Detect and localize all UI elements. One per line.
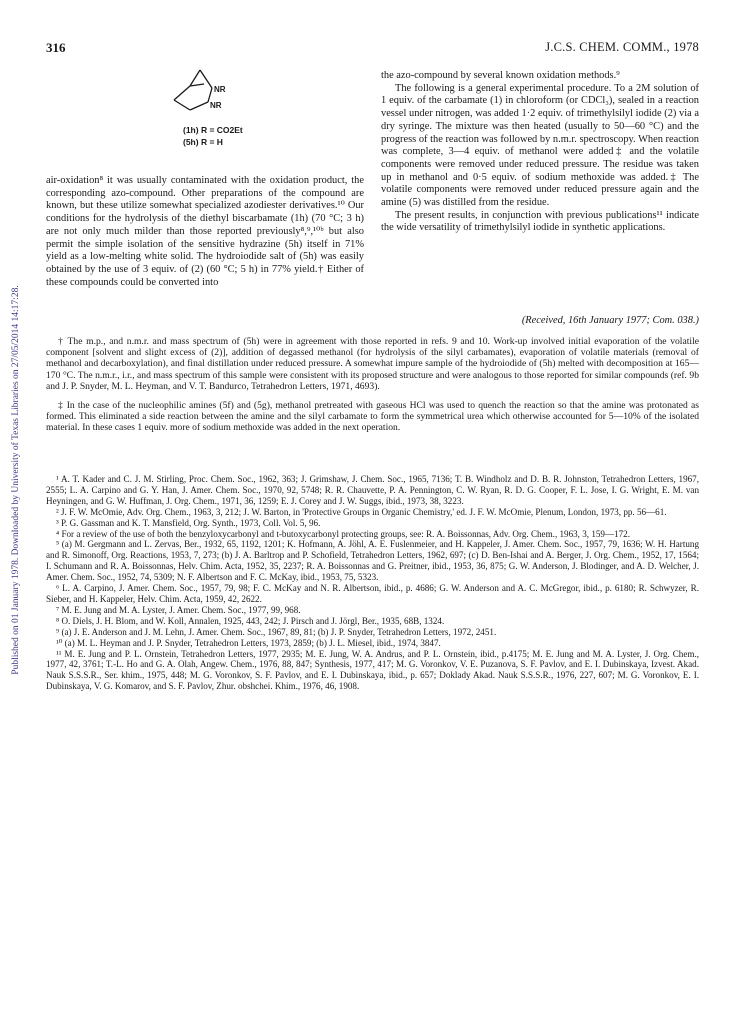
structure-caption-5h: (5h) R = H — [183, 137, 223, 147]
bicyclic-hydrazine-structure — [160, 62, 280, 122]
structure-caption-1h: (1h) R = CO2Et — [183, 125, 243, 135]
reference-10: ¹⁰ (a) M. L. Heyman and J. P. Snyder, Tetrahedron Letters, 1973, 2859; (b) J. L. Miesel, ibid., 1974, 3847. — [56, 637, 441, 648]
right-paragraph-1: the azo-compound by several known oxidation methods.⁹ — [381, 70, 620, 81]
reference-6: ⁶ L. A. Carpino, J. Amer. Chem. Soc., 1957, 79, 98; F. C. McKay and N. R. Albertson, ibid., p. 4686; G. W. Anderson and A. C. McGregor, ibid., p. 6180; R. Schwyzer, R. Sieber, and H. Kappeler, Helv. Chim. Acta, 1959, 42, 2622. — [46, 583, 699, 604]
right-paragraph-2: The following is a general experimental procedure. To a 2M solution of 1 equiv. of the carbamate (1) in chloroform (or CDCl₃), sealed in a reaction vessel under nitrogen, was added 1·2 equiv. of trimethylsilyl iodide (2) via a dry syringe. The mixture was then heated (usually to 50—60 °C) and the progress of the reaction was followed by n.m.r. spectroscopy. When reaction was complete, 3—4 equiv. of methanol were added‡ and the volatile components were removed under reduced pressure. The residue was taken up in methanol and 0·5 equiv. of sodium methoxide was added.‡ The volatile components were removed under reduced pressure again and the amine (5) was distilled from the residue. — [381, 82, 699, 209]
structure-label-nr-top: NR — [214, 85, 226, 94]
reference-8: ⁸ O. Diels, J. H. Blom, and W. Koll, Annalen, 1925, 443, 242; J. Pirsch and J. Jörgl, Ber., 1935, 68B, 1324. — [56, 615, 445, 626]
download-watermark — [9, 200, 23, 760]
left-column — [46, 175, 364, 289]
right-column — [381, 70, 699, 235]
footnotes — [46, 336, 699, 442]
references — [46, 474, 699, 692]
structure-caption — [183, 124, 243, 148]
reference-4: ⁴ For a review of the use of both the benzyloxycarbonyl and t-butoxycarbonyl protecting groups, see: R. A. Boissonnas, Adv. Org. Chem., 1963, 3, 159—172. — [56, 528, 630, 539]
page-number: 316 — [46, 40, 66, 55]
reference-1: ¹ A. T. Kader and C. J. M. Stirling, Proc. Chem. Soc., 1962, 363; J. Grimshaw, J. Chem. Soc., 1965, 7136; T. B. Windholz and D. B. R. Johnston, Tetrahedron Letters, 1967, 2555; L. A. Carpino and G. Y. Han, J. Amer. Chem. Soc., 1970, 92, 5748; R. R. Chauvette, P. A. Pennington, C. W. Ryan, R. D. G. Cooper, F. L. Jose, I. G. Wright, E. M. van Heyningen, and G. W. Huffman, J. Org. Chem., 1971, 36, 1259; E. J. Corey and J. W. Suggs, ibid., 1973, 38, 3223. — [46, 474, 699, 506]
footnote-dagger: † The m.p., and n.m.r. and mass spectrum of (5h) were in agreement with those reported in refs. 9 and 10. Work-up involved initial evaporation of the volatile component [solvent and slight excess of (2)], addition of degassed methanol (for hydrolysis of the silyl carbamates), evaporation of volatile materials (removal of methanol and decarboxylation), and final distillation under reduced pressure. A somewhat impure sample of the hydroiodide of (5h) melted with decomposition at 165—170 °C. The n.m.r., i.r., and mass spectrum of this sample were consistent with its proposed structure and were analogous to those reported for similar compounds (ref. 9b and J. P. Snyder, M. L. Heyman, and V. T. Bandurco, Tetrahedron Letters, 1971, 4693). — [46, 336, 699, 392]
reference-5: ⁵ (a) M. Gergmann and L. Zervas, Ber., 1932, 65, 1192, 1201; K. Hofmann, A. Jöhl, A. E. Fuslenmeier, and H. Kappeler, J. Amer. Chem. Soc., 1957, 79, 1636; W. H. Hartung and R. Simonoff, Org. Reactions, 1953, 7, 273; (b) J. A. Barltrop and P. Schofield, Tetrahedron Letters, 1962, 697; (c) D. Ben-Ishai and A. Berger, J. Org. Chem., 1952, 17, 1564; I. Schumann and R. A. Boissonnas, Helv. Chim. Acta, 1952, 35, 2237; R. A. Boissonnas and G. Preitner, ibid., 1953, 36, 875; G. W. Anderson, J. Blodinger, and A. D. Welcher, J. Amer. Chem. Soc., 1952, 74, 5309; N. F. Albertson and F. C. McKay, ibid., 1953, 75, 5323. — [46, 539, 699, 583]
reference-3: ³ P. G. Gassman and K. T. Mansfield, Org. Synth., 1973, Coll. Vol. 5, 96. — [56, 517, 321, 528]
reference-11: ¹¹ M. E. Jung and P. L. Ornstein, Tetrahedron Letters, 1977, 2935; M. E. Jung, W. A. Andrus, and P. L. Ornstein, ibid., p.4175; M. E. Jung and M. A. Lyster, J. Org. Chem., 1977, 42, 3761; T.-L. Ho and G. A. Olah, Angew. Chem., 1976, 88, 847; Synthesis, 1977, 417; M. G. Voronkov, V. E. Puzanova, S. F. Pavlov, and E. I. Dubinskaya, Izvest. Akad. Nauk S.S.S.R., Ser. khim., 1975, 448; M. G. Voronkov, S. F. Pavlov, and E. I. Dubinskaya, ibid., p. 657; Doklady Akad. Nauk S.S.S.R., 1976, 227, 607; M. G. Voronkov, E. I. Dubinskaya, V. G. Komarov, and S. F. Pavlov, Zhur. obshchei. Khim., 1976, 46, 1908. — [46, 648, 699, 692]
right-paragraph-3: The present results, in conjunction with previous publications¹¹ indicate the wide versatility of trimethylsilyl iodide in synthetic applications. — [381, 209, 699, 234]
running-head: J.C.S. CHEM. COMM., 1978 — [545, 40, 699, 54]
reference-2: ² J. F. W. McOmie, Adv. Org. Chem., 1963, 3, 212; J. W. Barton, in 'Protective Groups in Organic Chemistry,' ed. J. F. W. McOmie, Plenum, London, 1973, pp. 56—61. — [56, 506, 667, 517]
left-paragraph-1: air-oxidation⁸ it was usually contaminated with the oxidation product, the corresponding azo-compound. Other preparations of the compound are known, but these utilize somewhat specialized azodiester derivatives.¹⁰ Our conditions for the hydrolysis of the diethyl biscarbamate (1h) (70 °C; 3 h) are not only much milder than those reported previously⁸,⁹,¹⁰ᵇ but also permit the simple isolation of the sensitive hydrazine (5h) itself in 71% yield as a low-melting white solid. The hydroiodide salt of (5h) was easily obtained by the use of 3 equiv. of (2) (60 °C; 5 h) in 77% yield.† Either of these compounds could be converted into — [46, 175, 364, 288]
structure-label-nr-bottom: NR — [210, 101, 222, 110]
received-date: (Received, 16th January 1977; Com. 038.) — [521, 315, 699, 326]
reference-9: ⁹ (a) J. E. Anderson and J. M. Lehn, J. Amer. Chem. Soc., 1967, 89, 81; (b) J. P. Snyder, Tetrahedron Letters, 1972, 2451. — [56, 626, 497, 637]
footnote-double-dagger: ‡ In the case of the nucleophilic amines (5f) and (5g), methanol pretreated with gaseous HCl was used to quench the reaction so that the amine was protonated as formed. This eliminated a side reaction between the amine and the silyl carbamate to form the symmetrical urea which otherwise accounted for 5—10% of the isolated material. In these cases 1 equiv. more of sodium methoxide was added in the next operation. — [46, 400, 699, 434]
download-watermark-text: Published on 01 January 1978. Downloaded by University of Texas Libraries on 27/05/2014 14:17:28. — [11, 285, 21, 675]
reference-7: ⁷ M. E. Jung and M. A. Lyster, J. Amer. Chem. Soc., 1977, 99, 968. — [56, 604, 301, 615]
